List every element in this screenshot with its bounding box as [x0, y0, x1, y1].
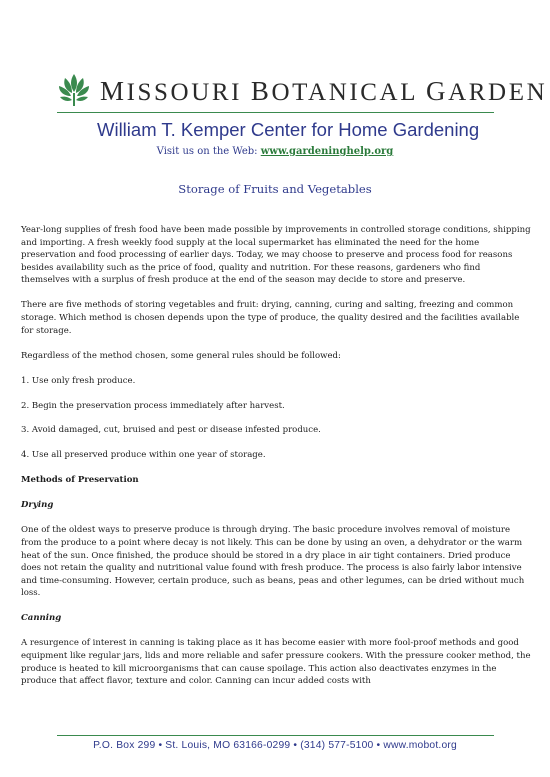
header-divider — [57, 112, 494, 113]
footer-divider — [57, 735, 494, 736]
rule-item-2: 2. Begin the preservation process immediately after harvest. — [21, 400, 285, 411]
website-link[interactable]: www.gardeninghelp.org — [260, 146, 394, 157]
leaf-logo-icon — [57, 72, 91, 108]
subsection-heading-canning: Canning — [21, 613, 62, 624]
paragraph-general-rules: Regardless of the method chosen, some general rules should be followed: — [21, 350, 341, 361]
rule-item-4: 4. Use all preserved produce within one year of storage. — [21, 450, 266, 461]
paragraph-canning: A resurgence of interest in canning is taking place as it has become easier with more fool-proof methods and good equipment like regular jars, lids and more reliable and safer pressure cookers. With the pressure cooker method, the produce is heated to kill microorganisms that can cause spoilage. This action also deactivates enzymes in the produce that affect flavor, texture and color. Canning can incur added costs with — [21, 638, 531, 687]
center-name: William T. Kemper Center for Home Gardening — [97, 119, 480, 140]
paragraph-intro: Year-long supplies of fresh food have been made possible by improvements in controlled storage conditions, shipping and importing. A fresh weekly food supply at the local supermarket has eliminated the need for the home preservation and food processing of earlier days. Today, we may choose to preserve and process food for reasons besides availability such as the price of food, quality and nutrition. For these reasons, gardeners who find themselves with a surplus of fresh produce at the end of the season may decide to store and preserve. — [21, 225, 531, 286]
paragraph-methods-overview: There are five methods of storing vegetables and fruit: drying, canning, curing and salting, freezing and common storage. Which method is chosen depends upon the type of produce, the quality desired and the facilities available for storage. — [21, 300, 520, 336]
website-line — [0, 146, 550, 157]
section-heading-methods: Methods of Preservation — [21, 475, 139, 486]
rule-item-1: 1. Use only fresh produce. — [21, 375, 136, 386]
logo — [57, 70, 91, 110]
footer-address: P.O. Box 299 • St. Louis, MO 63166-0299 • (314) 577-5100 • www.mobot.org — [93, 740, 457, 751]
website-prefix: Visit us on the Web: — [156, 146, 261, 157]
organization-name: MISSOURI BOTANICAL GARDEN — [100, 76, 548, 106]
subsection-heading-drying: Drying — [21, 500, 54, 511]
paragraph-drying: One of the oldest ways to preserve produce is through drying. The basic procedure involves removal of moisture from the produce to a point where decay is not likely. This can be done by using an oven, a dehydrator or the warm heat of the sun. Once finished, the produce should be stored in a dry place in air tight containers. Dried produce does not retain the quality and nutritional value found with fresh produce. The process is also fairly labor intensive and time-consuming. However, certain produce, such as beans, peas and other legumes, can be dried without much loss. — [21, 525, 525, 599]
rule-item-3: 3. Avoid damaged, cut, bruised and pest or disease infested produce. — [21, 425, 321, 436]
document-title: Storage of Fruits and Vegetables — [178, 182, 372, 196]
document-body — [21, 224, 531, 700]
